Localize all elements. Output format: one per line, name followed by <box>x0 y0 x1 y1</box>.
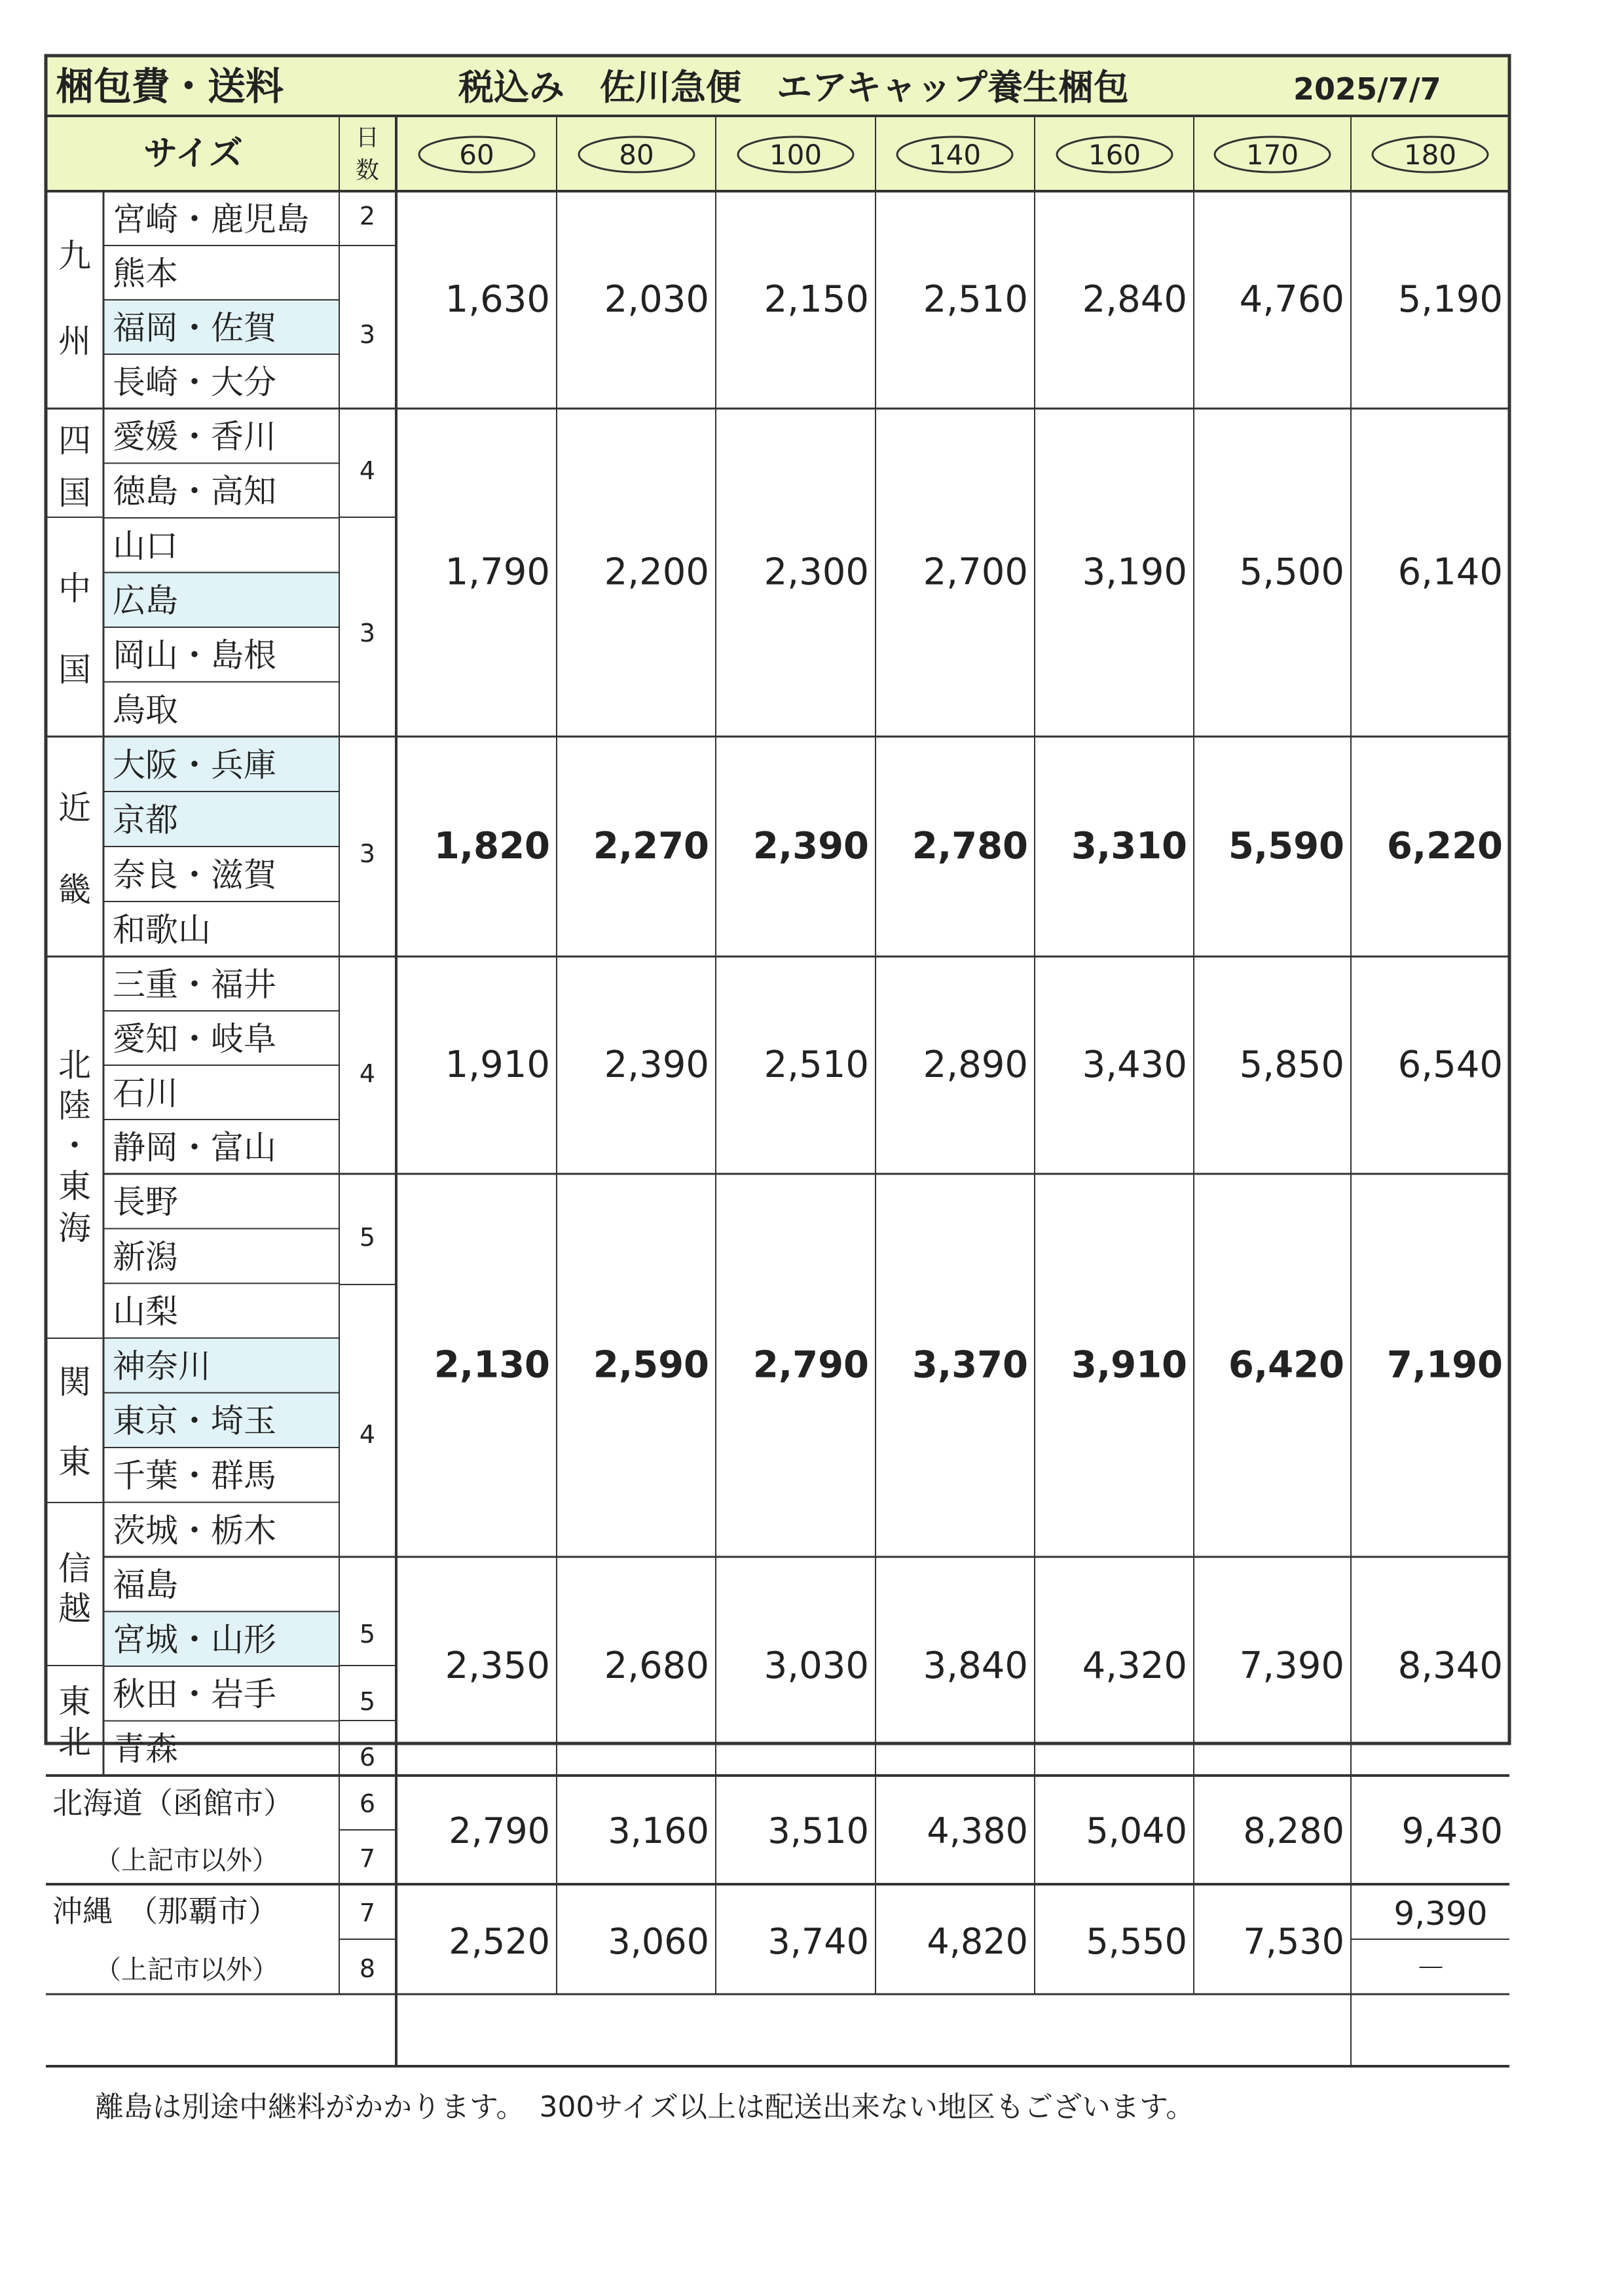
okinawa-price-cell: 3,060 <box>608 1921 709 1962</box>
price-cell: 2,300 <box>764 551 869 594</box>
region-char: 海 <box>58 1209 91 1247</box>
days-value: 4 <box>359 456 376 485</box>
size-label-170: 170 <box>1246 139 1299 171</box>
price-cell: 5,500 <box>1239 551 1344 594</box>
okinawa-price-cell: 3,740 <box>767 1921 869 1962</box>
prefecture-label: 熊本 <box>113 254 178 293</box>
price-cell: 2,350 <box>445 1645 550 1687</box>
price-cell: 5,590 <box>1228 825 1344 867</box>
hokkaido-label: 北海道（函館市） <box>52 1785 293 1821</box>
region-char: 畿 <box>58 871 91 909</box>
price-cell: 2,890 <box>923 1044 1028 1086</box>
prefecture-label: 青森 <box>113 1730 178 1768</box>
region-char: 東 <box>58 1167 91 1205</box>
price-cell: 5,850 <box>1239 1044 1344 1086</box>
days-value: 2 <box>359 202 376 230</box>
price-cell: 2,700 <box>923 551 1028 594</box>
region-char: 越 <box>58 1590 91 1628</box>
size-label-60: 60 <box>459 139 494 171</box>
prefecture-label: 福島 <box>113 1566 178 1605</box>
prefecture-label: 愛媛・香川 <box>113 418 276 456</box>
okinawa-price-cell: 7,530 <box>1243 1921 1344 1962</box>
sheet-date: 2025/7/7 <box>1293 71 1441 107</box>
hokkaido-price-cell: 4,380 <box>927 1810 1028 1851</box>
price-cell: 2,790 <box>752 1343 869 1387</box>
price-cell: 4,320 <box>1082 1645 1187 1687</box>
region-char: 中 <box>58 570 91 608</box>
okinawa-days-1: 7 <box>359 1899 376 1927</box>
prefecture-labels <box>113 200 309 1768</box>
prefecture-label: 山口 <box>113 527 178 566</box>
okinawa-price-cell: 2,520 <box>449 1921 550 1962</box>
prefecture-label: 和歌山 <box>113 911 211 949</box>
region-char: 北 <box>58 1046 91 1084</box>
price-cell: 6,540 <box>1397 1044 1503 1086</box>
price-cell: 2,130 <box>434 1343 550 1387</box>
sheet-title: 梱包費・送料 <box>56 64 284 109</box>
price-cell: 6,420 <box>1228 1343 1344 1387</box>
hokkaido-price-cell: 5,040 <box>1086 1810 1187 1851</box>
prefecture-label: 三重・福井 <box>113 965 276 1004</box>
price-cell: 1,820 <box>434 825 550 867</box>
hokkaido-days-2: 7 <box>359 1844 376 1873</box>
prefecture-label: 奈良・滋賀 <box>113 856 276 894</box>
size-label: サイズ <box>143 134 243 173</box>
price-cell: 6,140 <box>1397 551 1503 594</box>
size-label-180: 180 <box>1403 139 1457 171</box>
hokkaido-days-1: 6 <box>359 1789 376 1818</box>
size-label-140: 140 <box>928 139 982 171</box>
price-cell: 3,190 <box>1082 551 1187 594</box>
hokkaido-price-cell: 8,280 <box>1243 1810 1344 1851</box>
price-cell: 3,030 <box>764 1645 869 1687</box>
days-value: 3 <box>359 839 376 868</box>
price-values <box>434 278 1503 1962</box>
okinawa-days-2: 8 <box>359 1954 376 1983</box>
hokkaido-sublabel: （上記市以外） <box>95 1846 278 1876</box>
prefecture-label: 長崎・大分 <box>113 363 276 401</box>
region-char: ・ <box>58 1127 91 1165</box>
prefecture-label: 福岡・佐賀 <box>113 308 276 347</box>
days-value: 5 <box>359 1223 376 1252</box>
region-char: 東 <box>58 1683 91 1721</box>
days-labels <box>360 202 375 1772</box>
region-char: 国 <box>58 474 91 512</box>
region-char: 九 <box>58 237 91 275</box>
okinawa-price-180-top: 9,390 <box>1393 1895 1488 1933</box>
price-cell: 2,270 <box>593 825 709 867</box>
footer-note: 離島は別途中継料がかかります。 300サイズ以上は配送出来ない地区もございます。 <box>95 2090 1195 2124</box>
prefecture-label: 大阪・兵庫 <box>113 746 276 784</box>
price-cell: 3,430 <box>1082 1044 1187 1086</box>
prefecture-label: 徳島・高知 <box>113 472 276 511</box>
region-char: 東 <box>58 1443 91 1481</box>
price-cell: 2,200 <box>604 551 709 594</box>
okinawa-sublabel: （上記市以外） <box>95 1955 278 1985</box>
days-label-2: 数 <box>355 157 380 184</box>
size-label-80: 80 <box>619 139 654 171</box>
region-char: 四 <box>58 422 91 460</box>
price-cell: 4,760 <box>1239 278 1344 321</box>
prefecture-label: 茨城・栃木 <box>113 1511 276 1550</box>
okinawa-price-cell: 5,550 <box>1086 1921 1187 1962</box>
price-cell: 2,030 <box>604 278 709 321</box>
okinawa-price-cell: 4,820 <box>927 1921 1028 1962</box>
prefecture-label: 石川 <box>113 1074 178 1112</box>
region-char: 州 <box>58 322 91 360</box>
days-value: 4 <box>359 1059 376 1088</box>
price-cell: 3,840 <box>923 1645 1028 1687</box>
price-cell: 3,910 <box>1071 1343 1187 1387</box>
region-char: 北 <box>58 1723 91 1761</box>
price-cell: 2,840 <box>1082 278 1187 321</box>
prefecture-label: 宮城・山形 <box>113 1620 276 1659</box>
days-value: 5 <box>359 1687 376 1716</box>
prefecture-label: 鳥取 <box>113 691 178 729</box>
price-cell: 8,340 <box>1397 1645 1503 1687</box>
price-cell: 2,510 <box>923 278 1028 321</box>
size-label-160: 160 <box>1088 139 1141 171</box>
price-cell: 2,390 <box>604 1044 709 1086</box>
days-label-1: 日 <box>355 124 380 151</box>
region-char: 国 <box>58 651 91 689</box>
prefecture-label: 宮崎・鹿児島 <box>113 200 309 238</box>
days-value: 3 <box>359 320 376 349</box>
price-cell: 1,910 <box>445 1044 550 1086</box>
prefecture-label: 秋田・岩手 <box>113 1675 276 1714</box>
region-labels <box>58 237 91 1761</box>
price-cell: 3,310 <box>1071 825 1187 867</box>
prefecture-label: 長野 <box>113 1183 178 1222</box>
prefecture-label: 千葉・群馬 <box>113 1457 276 1495</box>
region-char: 陸 <box>58 1087 91 1125</box>
prefecture-label: 新潟 <box>113 1237 178 1276</box>
prefecture-label: 愛知・岐阜 <box>113 1019 276 1058</box>
region-char: 近 <box>58 789 91 827</box>
sheet-subtitle: 税込み 佐川急便 エアキャップ養生梱包 <box>458 67 1129 108</box>
days-value: 6 <box>359 1743 376 1772</box>
hokkaido-price-cell: 3,510 <box>767 1810 869 1851</box>
prefecture-label: 山梨 <box>113 1292 178 1331</box>
hokkaido-price-cell: 9,430 <box>1401 1810 1503 1851</box>
prefecture-label: 静岡・富山 <box>113 1128 276 1167</box>
days-value: 4 <box>359 1420 376 1449</box>
price-cell: 7,390 <box>1239 1645 1344 1687</box>
price-cell: 1,630 <box>445 278 550 321</box>
hokkaido-price-cell: 2,790 <box>449 1810 550 1851</box>
prefecture-label: 神奈川 <box>113 1347 211 1385</box>
hokkaido-price-cell: 3,160 <box>608 1810 709 1851</box>
prefecture-label: 東京・埼玉 <box>113 1402 276 1440</box>
region-char: 信 <box>58 1550 91 1588</box>
price-cell: 2,780 <box>912 825 1028 867</box>
okinawa-price-180-bottom: － <box>1416 1950 1446 1986</box>
price-cell: 2,150 <box>764 278 869 321</box>
region-char: 関 <box>58 1363 91 1401</box>
price-cell: 1,790 <box>445 551 550 594</box>
price-cell: 3,370 <box>912 1343 1028 1387</box>
price-cell: 2,590 <box>593 1343 709 1387</box>
prefecture-label: 岡山・島根 <box>113 636 276 675</box>
price-cell: 2,680 <box>604 1645 709 1687</box>
price-cell: 7,190 <box>1386 1343 1503 1387</box>
okinawa-label: 沖縄 （那覇市） <box>52 1893 278 1929</box>
price-cell: 5,190 <box>1397 278 1503 321</box>
price-cell: 2,390 <box>752 825 869 867</box>
price-cell: 6,220 <box>1386 825 1503 867</box>
prefecture-label: 広島 <box>113 581 178 620</box>
size-label-100: 100 <box>769 139 822 171</box>
days-value: 3 <box>359 619 376 647</box>
prefecture-label: 京都 <box>113 801 178 839</box>
days-value: 5 <box>359 1620 376 1649</box>
price-cell: 2,510 <box>764 1044 869 1086</box>
